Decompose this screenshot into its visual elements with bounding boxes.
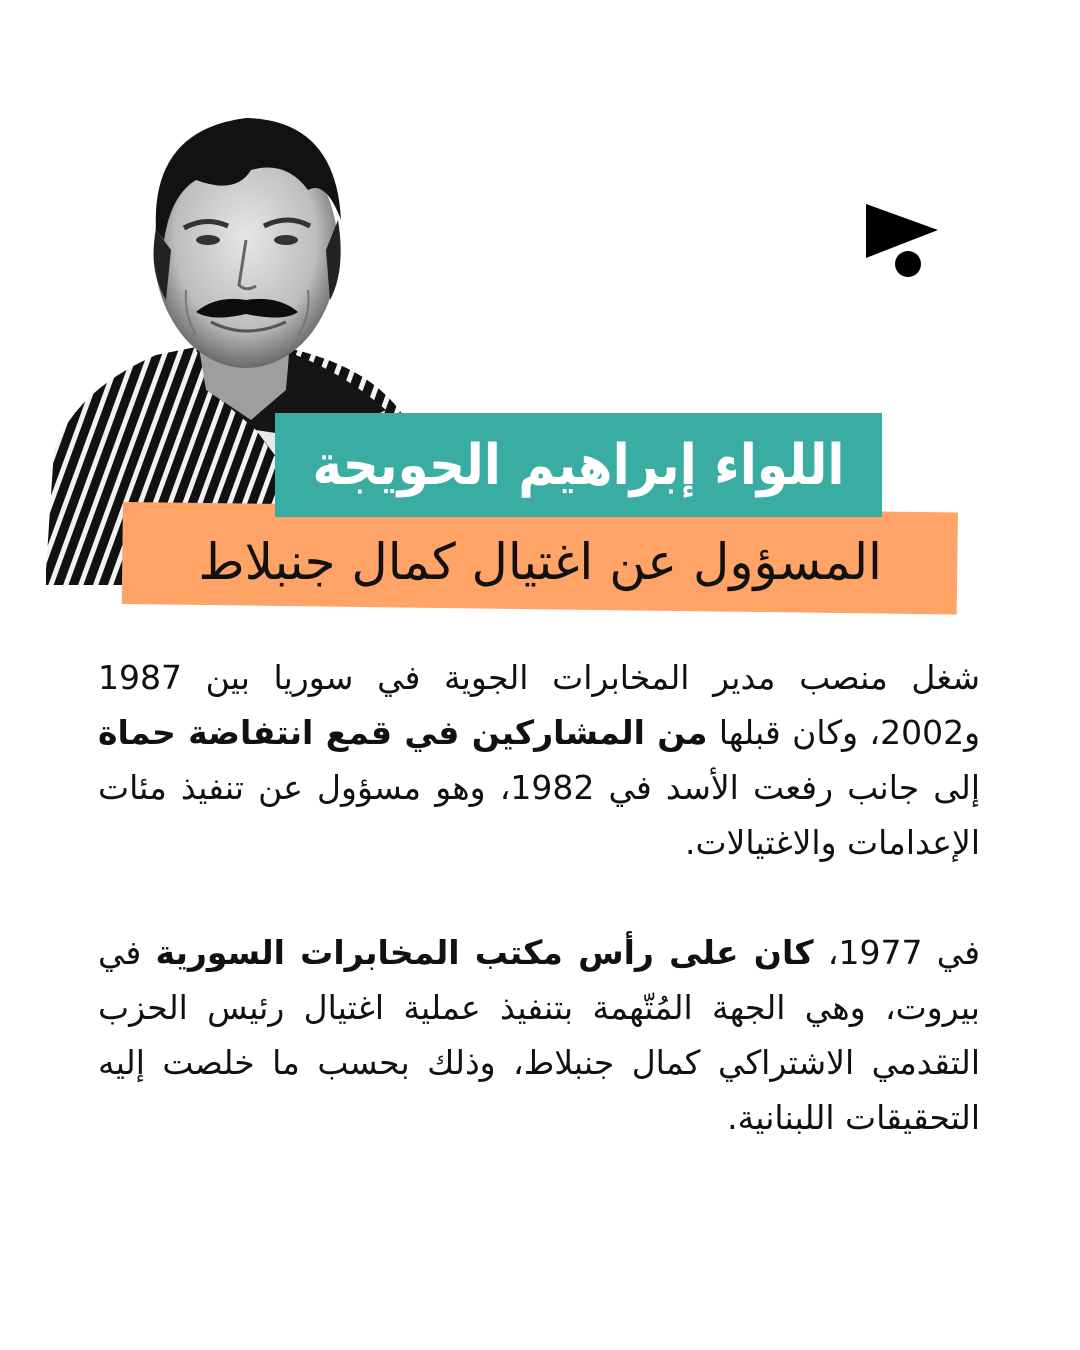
paragraph-1 [98,650,980,870]
name-banner [275,413,882,517]
paragraph-2 [98,925,980,1145]
paragraph-1-text-a: شغل منصب مدير المخابرات الجوية في سوريا بين 1987 و2002، وكان قبلها [98,658,980,752]
play-triangle-with-dot-icon [862,196,942,280]
person-name: اللواء إبراهيم الحويجة [312,432,845,498]
paragraph-1-text-b: إلى جانب رفعت الأسد في 1982، وهو مسؤول عن تنفيذ مئات الإعدامات والاغتيالات. [98,768,981,862]
paragraph-2-text-a: في 1977، [813,933,980,972]
person-subtitle: المسؤول عن اغتيال كمال جنبلاط [198,533,882,592]
paragraph-2-highlight: كان على رأس مكتب المخابرات السورية [155,933,814,972]
paragraph-2-text-b: في بيروت، وهي الجهة المُتّهمة بتنفيذ عملية اغتيال رئيس الحزب التقدمي الاشتراكي كمال جنبلاط، وذلك بحسب ما خلصت إليه التحقيقات اللبنانية. [98,933,980,1137]
subtitle-banner [122,502,958,614]
paragraph-1-highlight: من المشاركين في قمع انتفاضة حماة [98,713,708,752]
